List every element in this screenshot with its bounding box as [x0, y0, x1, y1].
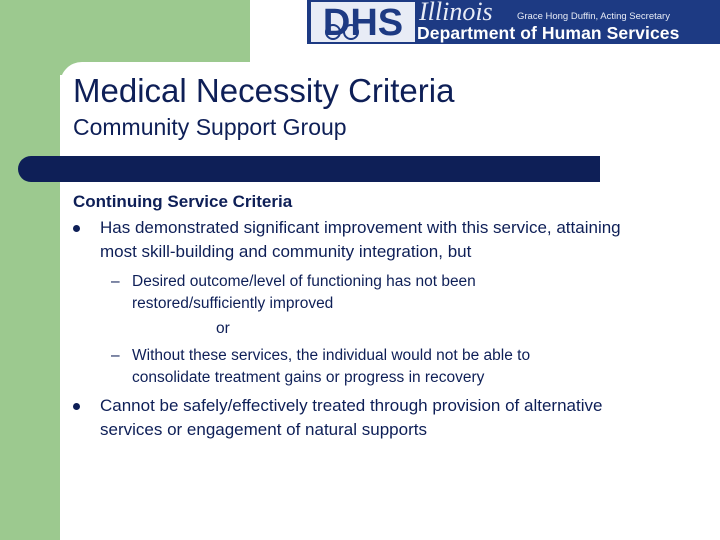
or-connector: or: [216, 320, 230, 337]
logo-state-name: Illinois: [419, 0, 493, 26]
section-heading: Continuing Service Criteria: [73, 192, 293, 211]
bullet-text: Has demonstrated significant improvement with this service, attaining most skill-building and community integration, but: [100, 218, 621, 261]
bullet-dot-icon: [73, 225, 80, 232]
bullet-text: Cannot be safely/effectively treated through provision of alternative services or engagement of natural supports: [100, 396, 603, 439]
slide-title: Medical Necessity Criteria: [73, 72, 455, 109]
title-divider-bar: [18, 156, 600, 182]
dhs-logo-mark: [311, 2, 415, 42]
sub-bullet-text: Without these services, the individual would not be able to consolidate treatment gains or progress in recovery: [132, 347, 531, 386]
logo-secretary-line: Grace Hong Duffin, Acting Secretary: [517, 11, 670, 22]
dhs-logo-letters: DHS: [322, 2, 404, 42]
slide-subtitle: Community Support Group: [73, 114, 347, 140]
dash-marker: –: [111, 347, 120, 364]
dash-marker: –: [111, 273, 120, 290]
logo-department-name: Department of Human Services: [417, 23, 680, 43]
green-side-bar: [0, 75, 60, 540]
bullet-dot-icon: [73, 403, 80, 410]
dhs-logo-banner: [307, 0, 720, 44]
sub-bullet-text: Desired outcome/level of functioning has not been restored/sufficiently improved: [132, 273, 476, 312]
